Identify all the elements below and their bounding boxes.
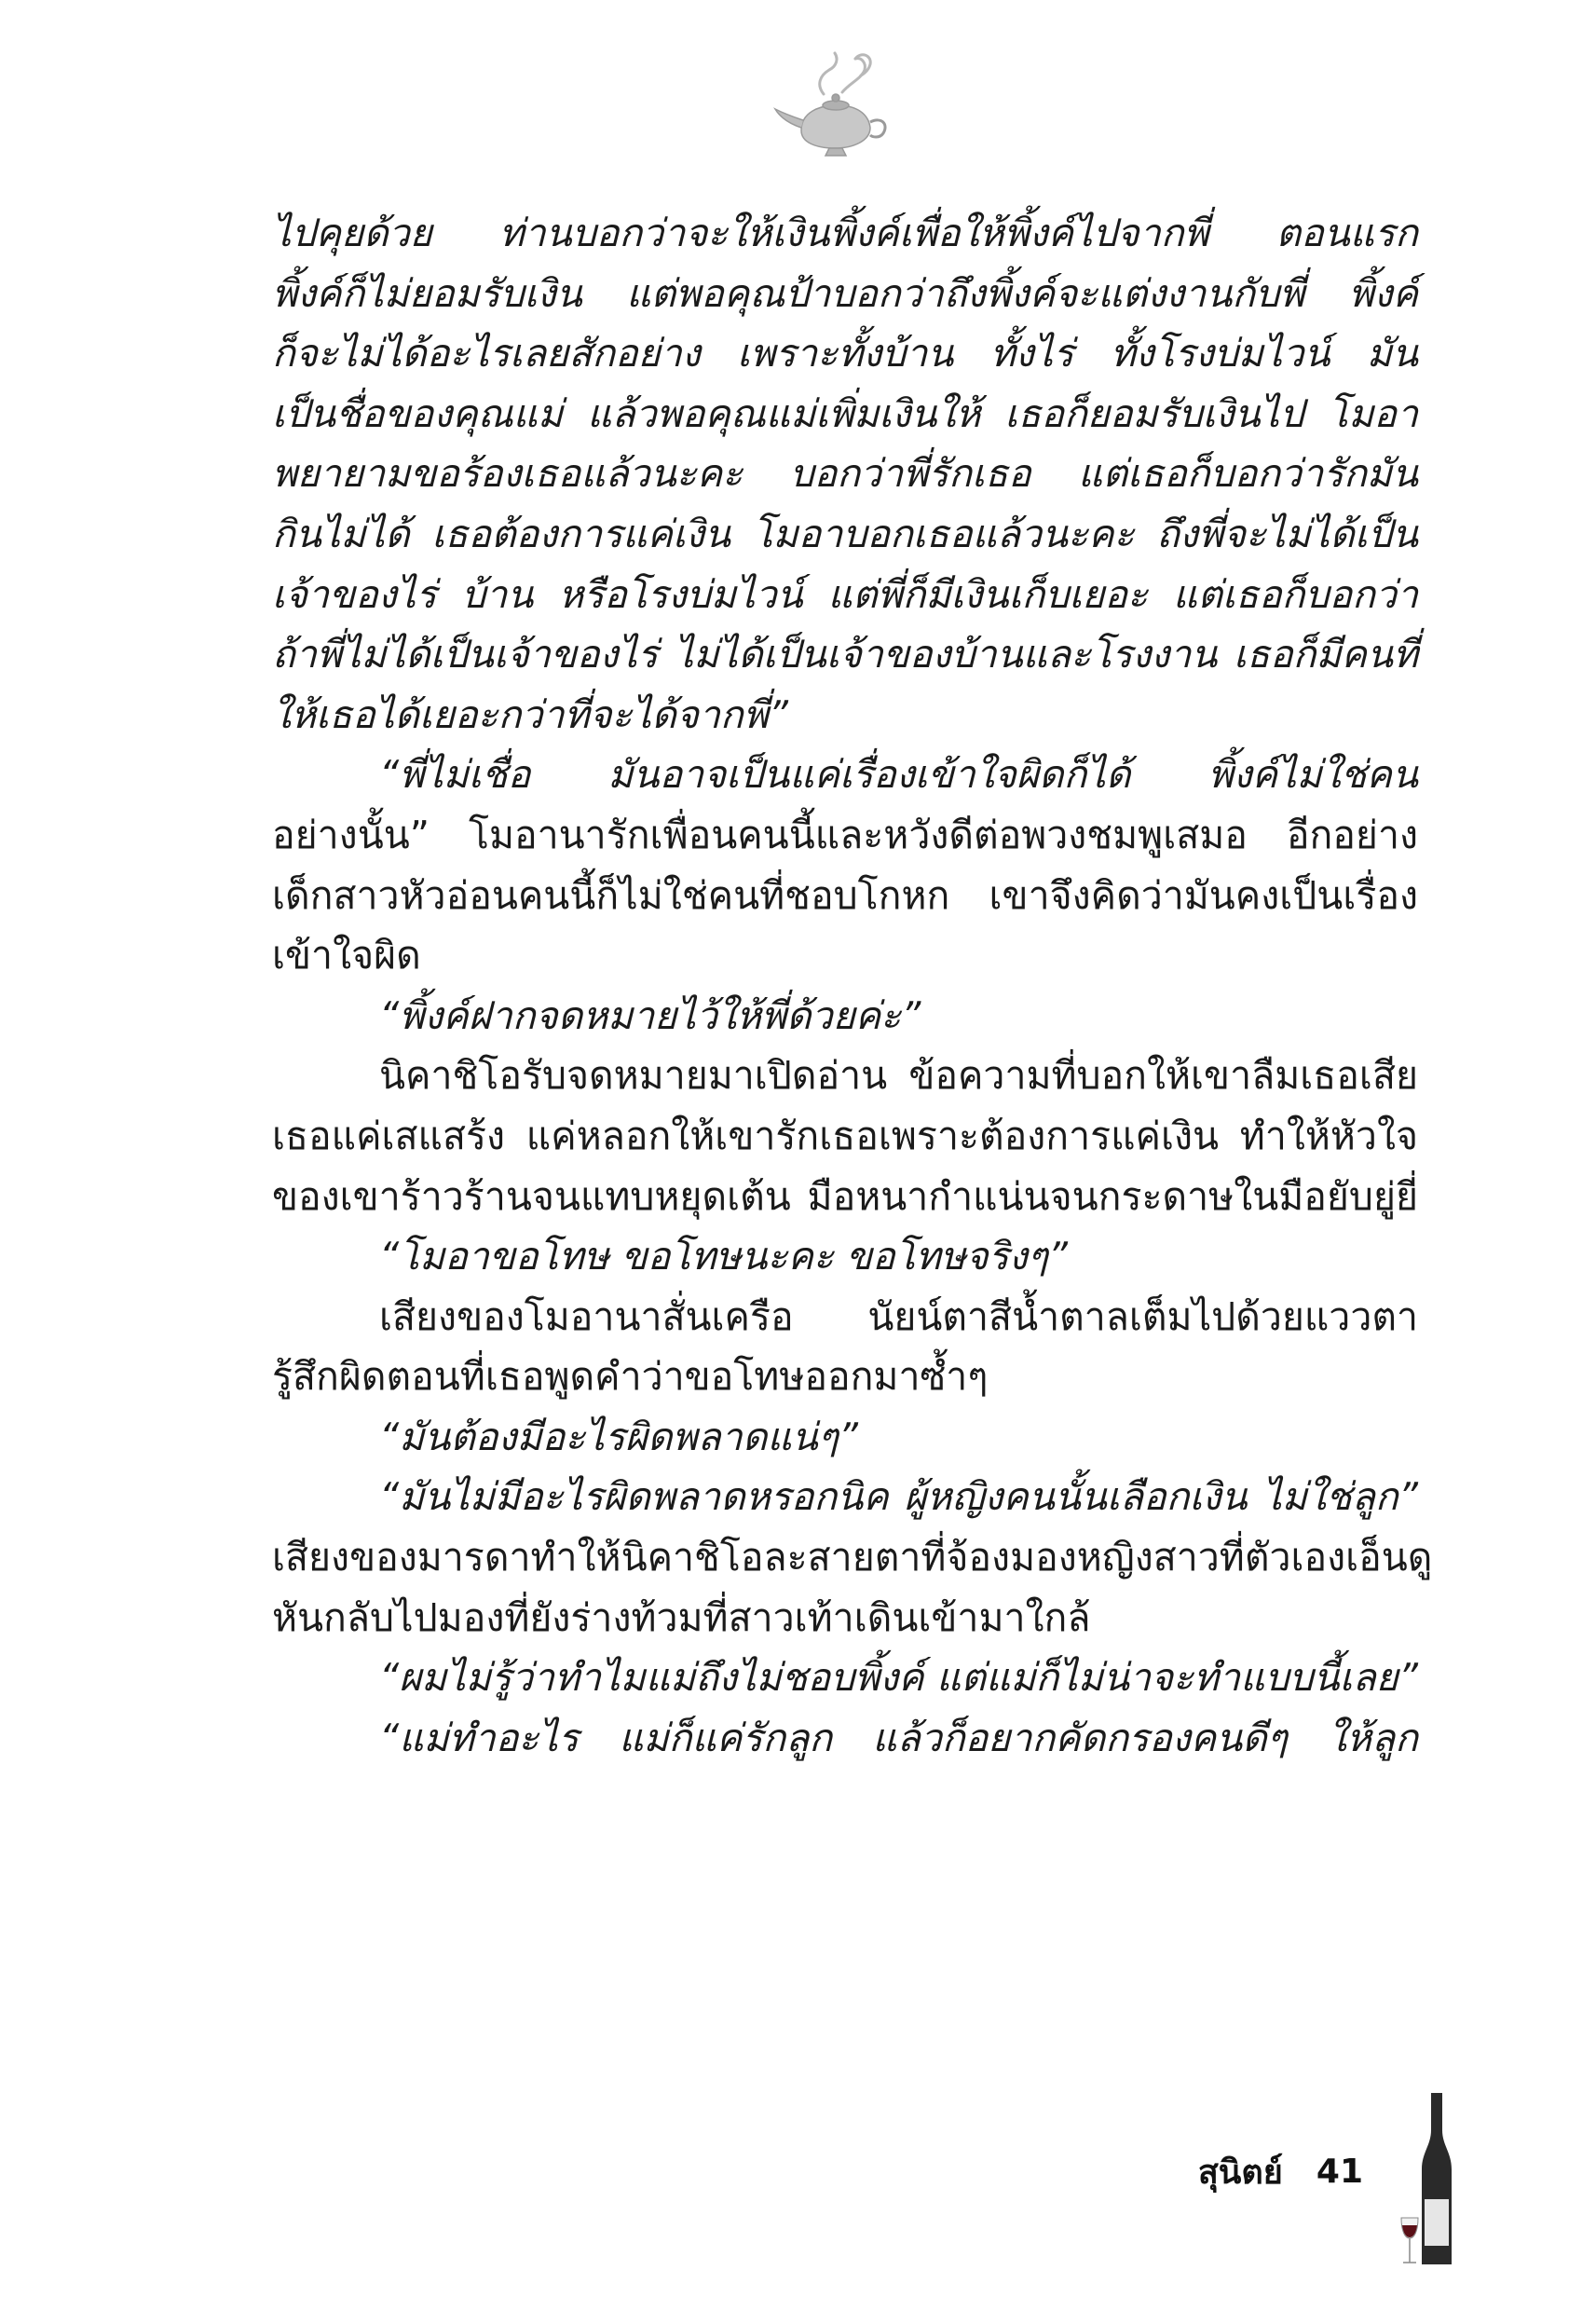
wine-bottle-icon bbox=[1398, 2087, 1472, 2274]
text-line: ก็จะไม่ได้อะไรเลยสักอย่าง เพราะทั้งบ้าน ทั้งไร่ ทั้งโรงบ่มไวน์ มัน bbox=[272, 331, 1418, 376]
text-line: เสียงของมารดาทำให้นิคาชิโอละสายตาที่จ้องมองหญิงสาวที่ตัวเองเอ็นดู bbox=[272, 1535, 1433, 1580]
text-line: ถ้าพี่ไม่ได้เป็นเจ้าของไร่ ไม่ได้เป็นเจ้าของบ้านและโรงงาน เธอก็มีคนที่ bbox=[272, 632, 1418, 677]
text-line: “แม่ทำอะไร แม่ก็แค่รักลูก แล้วก็อยากคัดกรองคนดีๆ ให้ลูก bbox=[379, 1715, 1418, 1760]
teapot-ornament-icon bbox=[764, 51, 904, 163]
body-text bbox=[272, 203, 1433, 1768]
text-line: หันกลับไปมองที่ยังร่างท้วมที่สาวเท้าเดินเข้ามาใกล้ bbox=[272, 1594, 1091, 1640]
text-line: เด็กสาวหัวอ่อนคนนี้ก็ไม่ใช่คนที่ชอบโกหก เขาจึงคิดว่ามันคงเป็นเรื่อง bbox=[272, 872, 1418, 918]
page-number: 41 bbox=[1316, 2153, 1363, 2191]
text-line: “มันไม่มีอะไรผิดพลาดหรอกนิค ผู้หญิงคนนั้นเลือกเงิน ไม่ใช่ลูก” bbox=[379, 1474, 1418, 1520]
text-line: เจ้าของไร่ บ้าน หรือโรงบ่มไวน์ แต่พี่ก็มีเงินเก็บเยอะ แต่เธอก็บอกว่า bbox=[272, 571, 1418, 617]
text-line: ของเขาร้าวร้านจนแทบหยุดเต้น มือหนากำแน่นจนกระดาษในมือยับยู่ยี่ bbox=[272, 1173, 1418, 1219]
text-line: “ผมไม่รู้ว่าทำไมแม่ถึงไม่ชอบพิ้งค์ แต่แม่ก็ไม่น่าจะทำแบบนี้เลย” bbox=[379, 1655, 1418, 1701]
text-line: พิ้งค์ก็ไม่ยอมรับเงิน แต่พอคุณป้าบอกว่าถึงพิ้งค์จะแต่งงานกับพี่ พิ้งค์ bbox=[272, 270, 1418, 316]
text-line: พยายามขอร้องเธอแล้วนะคะ บอกว่าพี่รักเธอ แต่เธอก็บอกว่ารักมัน bbox=[272, 451, 1418, 497]
text-line: “พี่ไม่เชื่อ มันอาจเป็นแค่เรื่องเข้าใจผิดก็ได้ พิ้งค์ไม่ใช่คน bbox=[379, 752, 1418, 798]
text-line: “โมอาขอโทษ ขอโทษนะคะ ขอโทษจริงๆ” bbox=[379, 1234, 1069, 1279]
author-name: สุนิตย์ bbox=[1197, 2154, 1283, 2192]
text-line: เสียงของโมอานาสั่นเครือ นัยน์ตาสีน้ำตาลเต็มไปด้วยแววตา bbox=[379, 1293, 1418, 1339]
text-line: รู้สึกผิดตอนที่เธอพูดคำว่าขอโทษออกมาซ้ำๆ bbox=[272, 1354, 989, 1400]
text-line: อย่างนั้น” โมอานารักเพื่อนคนนี้และหวังดีต่อพวงชมพูเสมอ อีกอย่าง bbox=[272, 812, 1418, 857]
text-line: ไปคุยด้วย ท่านบอกว่าจะให้เงินพิ้งค์เพื่อให้พิ้งค์ไปจากพี่ ตอนแรก bbox=[272, 211, 1418, 255]
text-line: “พิ้งค์ฝากจดหมายไว้ให้พี่ด้วยค่ะ” bbox=[379, 992, 921, 1038]
text-line: “มันต้องมีอะไรผิดพลาดแน่ๆ” bbox=[379, 1414, 859, 1459]
text-line: กินไม่ได้ เธอต้องการแค่เงิน โมอาบอกเธอแล้วนะคะ ถึงพี่จะไม่ได้เป็น bbox=[272, 511, 1418, 556]
text-line: เข้าใจผิด bbox=[272, 933, 421, 978]
text-line: ให้เธอได้เยอะกว่าที่จะได้จากพี่” bbox=[272, 691, 788, 737]
page-footer bbox=[1198, 2145, 1363, 2198]
text-line: เป็นชื่อของคุณแม่ แล้วพอคุณแม่เพิ่มเงินให้ เธอก็ยอมรับเงินไป โมอา bbox=[272, 390, 1418, 436]
text-line: เธอแค่เสแสร้ง แค่หลอกให้เขารักเธอเพราะต้องการแค่เงิน ทำให้หัวใจ bbox=[272, 1113, 1418, 1158]
text-line: นิคาชิโอรับจดหมายมาเปิดอ่าน ข้อความที่บอกให้เขาลืมเธอเสีย bbox=[379, 1053, 1418, 1099]
